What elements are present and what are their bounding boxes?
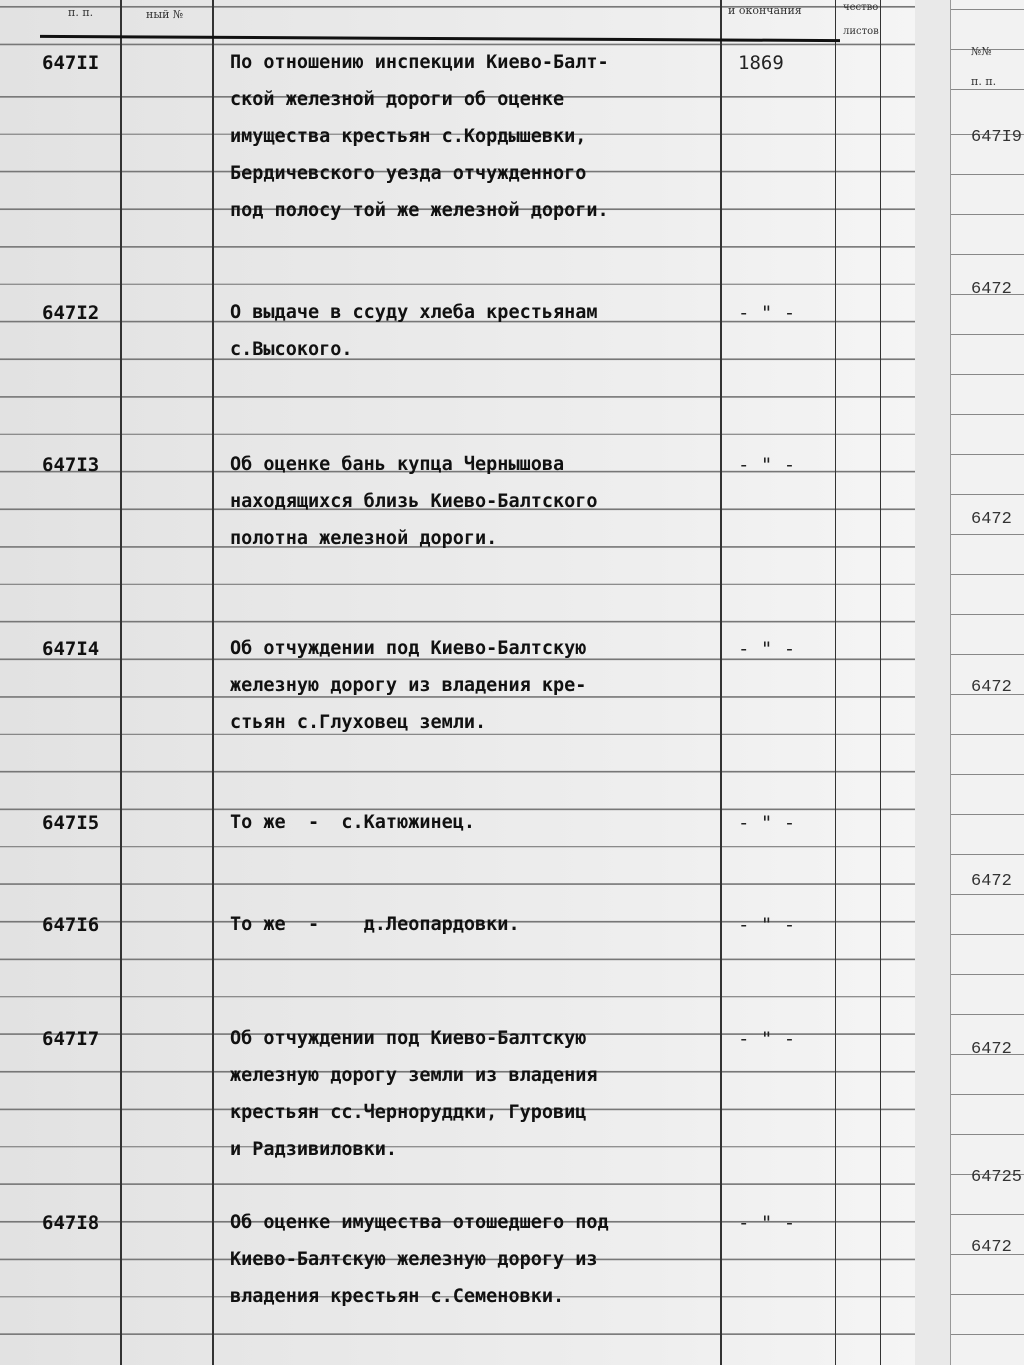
description-line: Об оценке бань купца Чернышова bbox=[230, 454, 565, 475]
right-entry-number: 6472 bbox=[971, 678, 1012, 697]
header-inventory: ный № bbox=[146, 8, 184, 21]
description-line: По отношению инспекции Киево-Балт- bbox=[230, 52, 609, 73]
entry-description bbox=[230, 906, 520, 943]
entry-number: 647I6 bbox=[42, 914, 100, 936]
description-line: находящихся близь Киево-Балтского bbox=[230, 491, 598, 512]
column-divider bbox=[720, 0, 722, 1365]
header-sheets-1: чество bbox=[843, 2, 879, 13]
entry-description bbox=[230, 630, 586, 741]
right-header-1: №№ bbox=[971, 45, 992, 58]
facing-page bbox=[950, 0, 1024, 1365]
entry-number: 647I2 bbox=[42, 302, 100, 324]
entry-number: 647I4 bbox=[42, 638, 100, 660]
entry-description bbox=[230, 1204, 609, 1315]
entry-description bbox=[230, 44, 609, 229]
entry-number: 647II bbox=[42, 52, 100, 74]
description-line: с.Высокого. bbox=[230, 339, 353, 360]
description-line: железную дорогу из владения кре- bbox=[230, 675, 587, 696]
column-divider bbox=[120, 0, 122, 1365]
description-line: Об оценке имущества отошедшего под bbox=[230, 1212, 609, 1233]
right-entry-number: 647I9 bbox=[971, 128, 1023, 147]
header-dates: и окончания bbox=[728, 4, 802, 17]
entry-description bbox=[230, 1020, 598, 1168]
header-sheets-2: листов bbox=[843, 26, 879, 37]
description-line: Бердичевского уезда отчужденного bbox=[230, 163, 587, 184]
description-line: и Радзивиловки. bbox=[230, 1139, 398, 1160]
description-line: ской железной дороги об оценке bbox=[230, 89, 565, 110]
description-line: Об отчуждении под Киево-Балтскую bbox=[230, 638, 587, 659]
description-line: полотна железной дороги. bbox=[230, 528, 498, 549]
right-header-2: п. п. bbox=[971, 75, 997, 88]
description-line: Киево-Балтскую железную дорогу из bbox=[230, 1249, 598, 1270]
right-entry-number: 6472 bbox=[971, 510, 1012, 529]
entry-year: - " - bbox=[738, 638, 796, 660]
description-line: стьян с.Глуховец земли. bbox=[230, 712, 487, 733]
right-entry-number: 6472 bbox=[971, 872, 1012, 891]
description-line: имущества крестьян с.Кордышевки, bbox=[230, 126, 587, 147]
right-entry-number: 64725 bbox=[971, 1168, 1023, 1187]
entry-description bbox=[230, 804, 475, 841]
entry-year: - " - bbox=[738, 914, 796, 936]
column-divider bbox=[835, 0, 836, 1365]
entry-year: - " - bbox=[738, 812, 796, 834]
description-line: под полосу той же железной дороги. bbox=[230, 200, 609, 221]
entry-description bbox=[230, 294, 598, 368]
column-divider bbox=[212, 0, 214, 1365]
description-line: владения крестьян с.Семеновки. bbox=[230, 1286, 565, 1307]
description-line: То же - с.Катюжинец. bbox=[230, 812, 476, 833]
entry-year: 1869 bbox=[738, 52, 784, 74]
entry-year: - " - bbox=[738, 1212, 796, 1234]
description-line: О выдаче в ссуду хлеба крестьянам bbox=[230, 302, 598, 323]
description-line: железную дорогу земли из владения bbox=[230, 1065, 598, 1086]
entry-year: - " - bbox=[738, 1028, 796, 1050]
entry-year: - " - bbox=[738, 454, 796, 476]
header-number: п. п. bbox=[68, 6, 94, 19]
entry-number: 647I5 bbox=[42, 812, 100, 834]
column-divider bbox=[880, 0, 881, 1365]
right-entry-number: 6472 bbox=[971, 1238, 1012, 1257]
right-entry-number: 6472 bbox=[971, 280, 1012, 299]
description-line: Об отчуждении под Киево-Балтскую bbox=[230, 1028, 587, 1049]
entry-description bbox=[230, 446, 598, 557]
entry-number: 647I7 bbox=[42, 1028, 100, 1050]
description-line: То же - д.Леопардовки. bbox=[230, 914, 520, 935]
entry-number: 647I3 bbox=[42, 454, 100, 476]
description-line: крестьян сс.Черноруддки, Гуровиц bbox=[230, 1102, 587, 1123]
right-entry-number: 6472 bbox=[971, 1040, 1012, 1059]
entry-year: - " - bbox=[738, 302, 796, 324]
entry-number: 647I8 bbox=[42, 1212, 100, 1234]
